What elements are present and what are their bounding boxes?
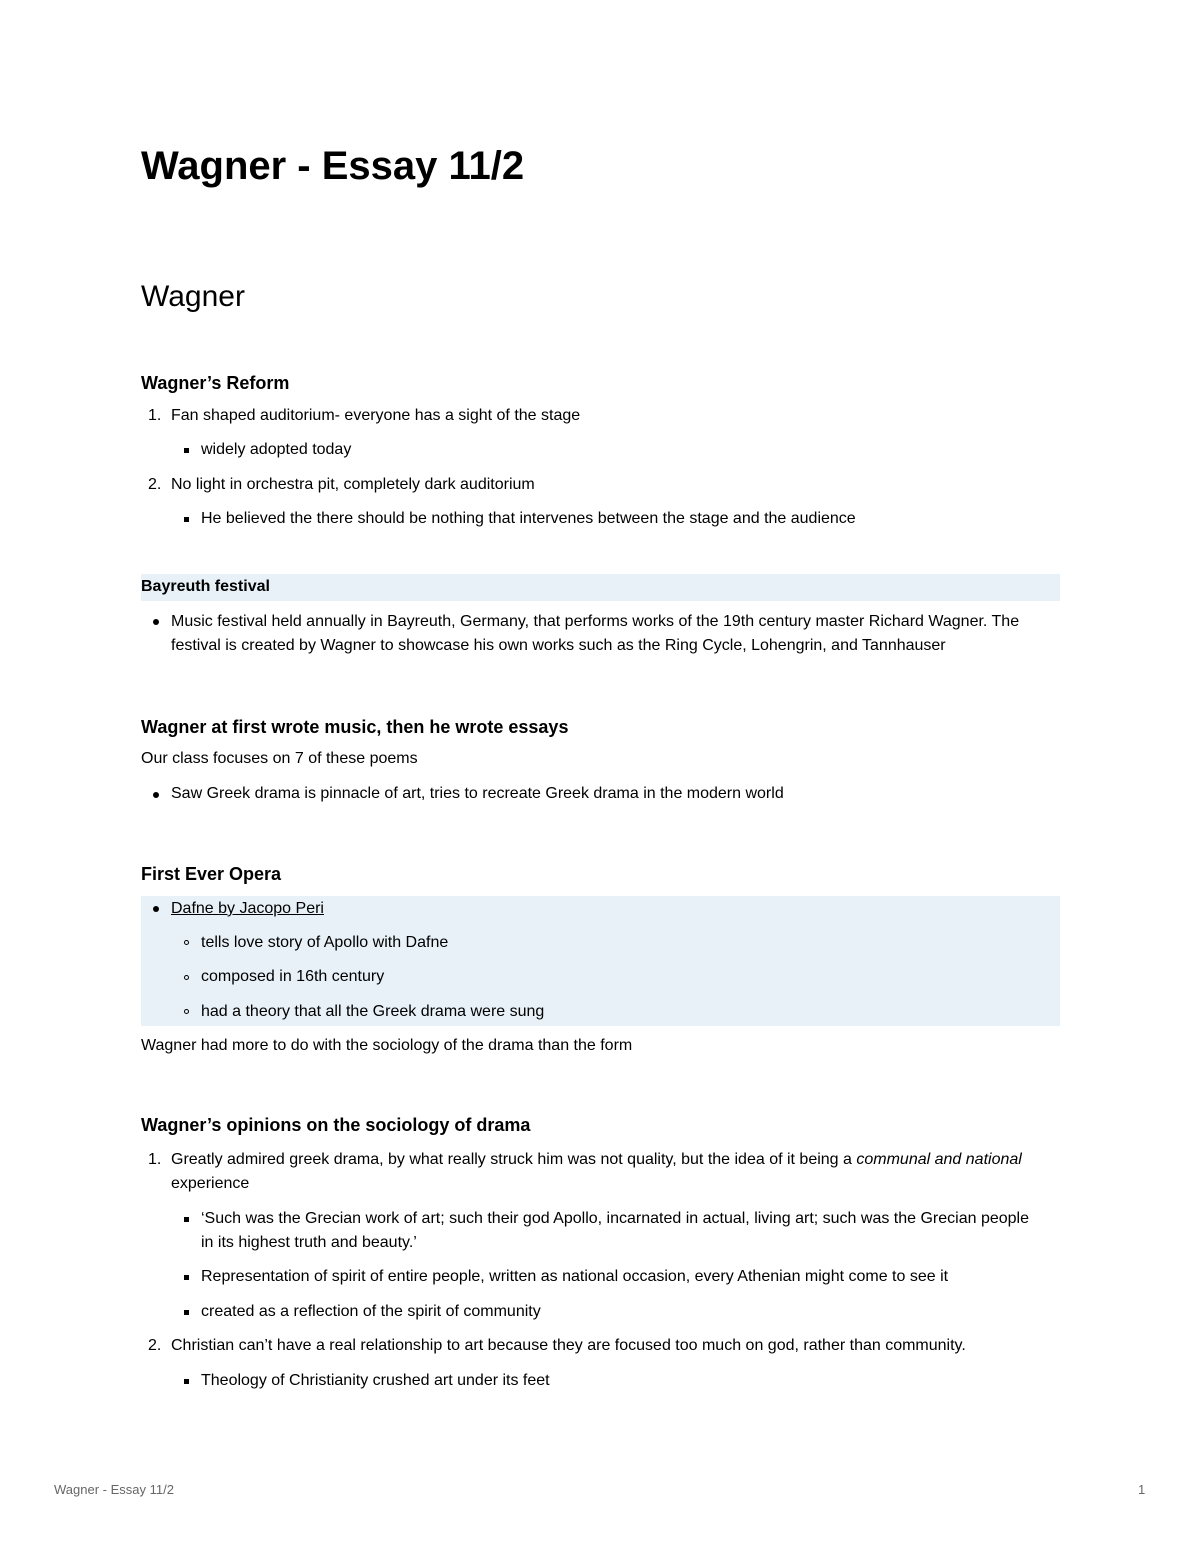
list-item: Saw Greek drama is pinnacle of art, tries to recreate Greek drama in the modern world bbox=[171, 785, 784, 802]
list-item bbox=[171, 1148, 1022, 1172]
page-number: 1 bbox=[1138, 1482, 1146, 1497]
list-item: Theology of Christianity crushed art under its feet bbox=[201, 1372, 550, 1389]
essays-heading: Wagner at first wrote music, then he wrote essays bbox=[141, 717, 569, 737]
list-item: Christian can’t have a real relationship to art because they are focused too much on god, rather than community. bbox=[171, 1337, 966, 1354]
opera-heading: First Ever Opera bbox=[141, 864, 282, 884]
reform-heading: Wagner’s Reform bbox=[141, 373, 290, 393]
list-item: Music festival held annually in Bayreuth, Germany, that performs works of the 19th century master Richard Wagner. The bbox=[171, 613, 1020, 630]
list-item: Fan shaped auditorium- everyone has a sight of the stage bbox=[171, 407, 581, 424]
bullet-circle bbox=[184, 940, 189, 945]
paragraph: Our class focuses on 7 of these poems bbox=[141, 750, 418, 767]
list-item: Representation of spirit of entire people, written as national occasion, every Athenian might come to see it bbox=[201, 1268, 949, 1285]
list-item: No light in orchestra pit, completely dark auditorium bbox=[171, 476, 535, 493]
list-item-continuation: festival is created by Wagner to showcase his own works such as the Ring Cycle, Lohengrin, and Tannhauser bbox=[171, 637, 946, 654]
paragraph: Wagner had more to do with the sociology of the drama than the form bbox=[141, 1037, 633, 1054]
bullet-square bbox=[184, 517, 189, 522]
list-item: He believed the there should be nothing that intervenes between the stage and the audience bbox=[201, 510, 856, 527]
section-heading: Wagner bbox=[141, 280, 245, 313]
bullet-square bbox=[184, 1217, 189, 1222]
bullet-disc bbox=[153, 619, 159, 625]
sociology-heading: Wagner’s opinions on the sociology of drama bbox=[141, 1115, 531, 1135]
footer-title: Wagner - Essay 11/2 bbox=[54, 1482, 174, 1497]
list-number: 1. bbox=[148, 407, 162, 424]
bullet-square bbox=[184, 1379, 189, 1384]
bullet-square bbox=[184, 448, 189, 453]
bullet-circle bbox=[184, 975, 189, 980]
list-item: ‘Such was the Grecian work of art; such their god Apollo, incarnated in actual, living art; such was the Grecian people bbox=[201, 1210, 1029, 1227]
list-item: composed in 16th century bbox=[201, 968, 385, 985]
list-item-continuation: experience bbox=[171, 1175, 250, 1192]
list-number: 2. bbox=[148, 1337, 162, 1354]
list-item: widely adopted today bbox=[201, 441, 352, 458]
bullet-circle bbox=[184, 1009, 189, 1014]
highlight-band bbox=[141, 574, 1060, 601]
dafne-link[interactable]: Dafne by Jacopo Peri bbox=[171, 900, 324, 917]
bullet-disc bbox=[153, 906, 159, 912]
bullet-disc bbox=[153, 792, 159, 798]
list-item-continuation: in its highest truth and beauty.’ bbox=[201, 1234, 417, 1251]
list-item: tells love story of Apollo with Dafne bbox=[201, 934, 449, 951]
list-number: 1. bbox=[148, 1151, 162, 1168]
bullet-square bbox=[184, 1310, 189, 1315]
page-title: Wagner - Essay 11/2 bbox=[141, 144, 525, 188]
list-item-text: Greatly admired greek drama, by what really struck him was not quality, but the idea of it being a bbox=[171, 1151, 857, 1168]
list-number: 2. bbox=[148, 476, 162, 493]
list-item: had a theory that all the Greek drama were sung bbox=[201, 1003, 545, 1020]
bullet-square bbox=[184, 1275, 189, 1280]
bayreuth-heading: Bayreuth festival bbox=[141, 578, 270, 595]
list-item: created as a reflection of the spirit of community bbox=[201, 1303, 541, 1320]
emphasis-text: communal and national bbox=[856, 1151, 1022, 1168]
